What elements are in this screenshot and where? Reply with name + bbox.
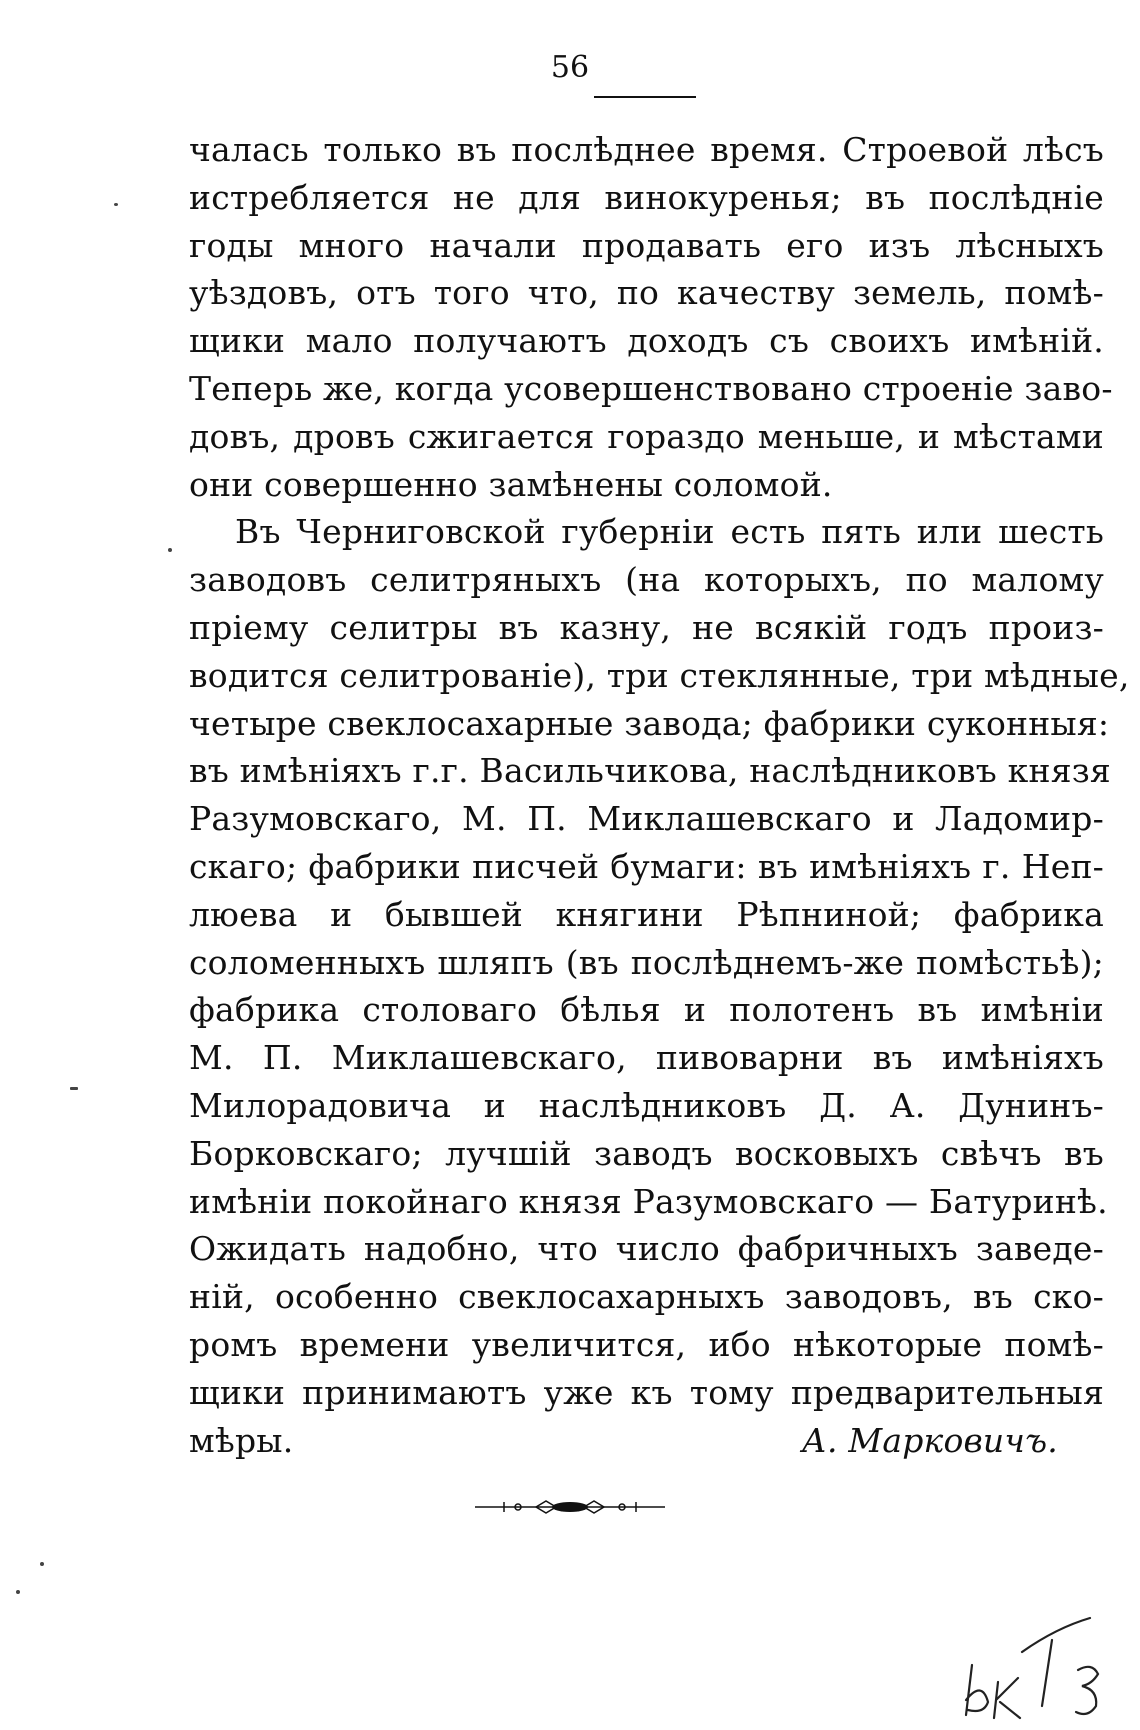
text-line: мѣры. [189, 1420, 294, 1460]
text-line: Въ Черниговской губерніи есть пять или шесть [235, 512, 1104, 552]
ornament-icon [470, 1492, 670, 1522]
text-line: фабрика столоваго бѣлья и полотенъ въ имѣніи [189, 990, 1104, 1030]
text-line: имѣніи покойнаго князя Разумовскаго — Батуринѣ. [189, 1181, 1108, 1221]
text-line: они совершенно замѣнены соломой. [189, 464, 833, 504]
author-signature: А. Марковичъ. [801, 1420, 1058, 1460]
text-line: соломенныхъ шляпъ (въ послѣднемъ-же помѣстьѣ); [189, 942, 1104, 982]
text-line: пріему селитры въ казну, не всякій годъ произ- [189, 607, 1104, 647]
text-line: М. П. Миклашевскаго, пивоварни въ имѣніяхъ [189, 1038, 1104, 1078]
text-line: Борковскаго; лучшій заводъ восковыхъ свѣчъ въ [189, 1133, 1104, 1173]
page-speck [16, 1590, 20, 1594]
page-number-rule [594, 96, 696, 98]
text-line: щики мало получаютъ доходъ съ своихъ имѣній. [189, 321, 1104, 361]
text-line: Милорадовича и наслѣдниковъ Д. А. Дунинъ- [189, 1085, 1104, 1125]
text-line: водится селитрованіе), три стеклянные, три мѣдные, [189, 655, 1130, 695]
page-speck [168, 548, 172, 552]
text-line: уѣздовъ, отъ того что, по качеству земель, помѣ- [189, 273, 1104, 313]
text-line: истребляется не для винокуренья; въ послѣдніе [189, 177, 1104, 217]
text-line: заводовъ селитряныхъ (на которыхъ, по малому [189, 560, 1104, 600]
text-line: скаго; фабрики писчей бумаги: въ имѣніяхъ г. Неп- [189, 846, 1104, 886]
page-number: 56 [550, 50, 590, 85]
signature-line [189, 1417, 1104, 1465]
text-line: довъ, дровъ сжигается гораздо меньше, и мѣстами [189, 416, 1104, 456]
article-text [189, 126, 1130, 1464]
text-line: въ имѣніяхъ г.г. Васильчикова, наслѣдниковъ князя [189, 751, 1111, 791]
handwritten-mark [960, 1610, 1120, 1720]
text-line: Ожидать надобно, что число фабричныхъ заведе- [189, 1229, 1104, 1269]
text-line: годы много начали продавать его изъ лѣсныхъ [189, 225, 1104, 265]
text-line: люева и бывшей княгини Рѣпниной; фабрика [189, 894, 1104, 934]
text-line: Разумовскаго, М. П. Миклашевскаго и Ладомир- [189, 799, 1104, 839]
page-speck [70, 1087, 78, 1090]
text-line: четыре свеклосахарные завода; фабрики суконныя: [189, 703, 1110, 743]
page-speck [40, 1562, 44, 1566]
page-speck [114, 203, 118, 206]
text-line: Теперь же, когда усовершенствовано строеніе заво- [189, 368, 1113, 408]
text-line: ній, особенно свеклосахарныхъ заводовъ, въ ско- [189, 1277, 1104, 1317]
ornament-divider [0, 1492, 1140, 1522]
text-line: щики принимаютъ уже къ тому предварительныя [189, 1372, 1104, 1412]
text-line: чалась только въ послѣднее время. Строевой лѣсъ [189, 130, 1104, 169]
text-line: ромъ времени увеличится, ибо нѣкоторые помѣ- [189, 1324, 1104, 1364]
